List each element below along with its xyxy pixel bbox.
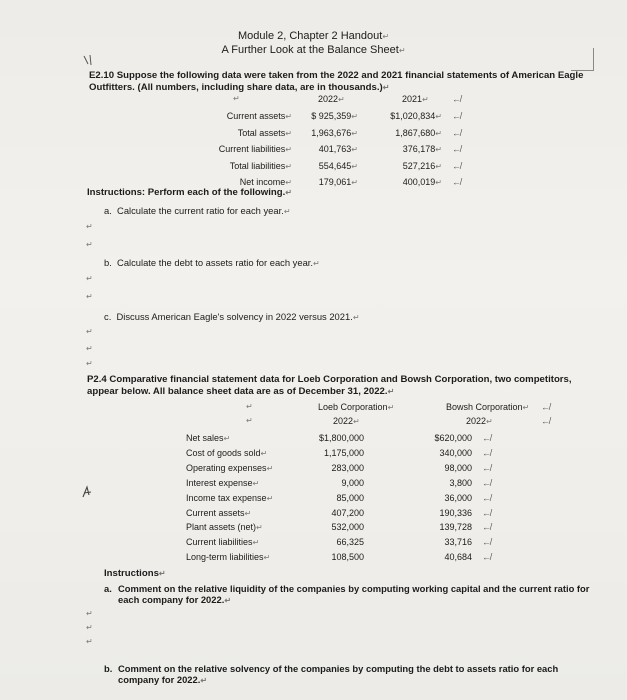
p24-value-bowsh: 36,000	[444, 492, 472, 503]
p24-question-a-marker: a.	[104, 583, 112, 594]
e210-col-2021: 2021↵	[402, 94, 429, 104]
e210-question-c: c. Discuss American Eagle's solvency in 2022 versus 2021.↵	[104, 311, 360, 322]
e210-value-2022: $ 925,359↵	[311, 111, 358, 121]
e210-intro-line2: Outfitters. (All numbers, including share data, are in thousands.)↵	[89, 82, 390, 93]
pilcrow-mark: ↵	[246, 402, 253, 411]
tab-arrow-icon: ↚	[452, 111, 461, 121]
tab-arrow-icon: ↚	[482, 522, 491, 533]
pilcrow-mark: ↵	[86, 623, 93, 632]
e210-value-2021: 400,019↵	[402, 177, 442, 187]
p24-row-label: Current liabilities↵	[186, 537, 260, 548]
e210-col-2022: 2022↵	[318, 94, 345, 104]
p24-value-loeb: 532,000	[331, 522, 364, 533]
p24-row-label: Plant assets (net)↵	[186, 522, 263, 533]
p24-value-bowsh: 98,000	[444, 462, 472, 473]
e210-intro-line1: E2.10 Suppose the following data were taken from the 2022 and 2021 financial statements of American Eagle	[89, 70, 584, 81]
p24-value-bowsh: 340,000	[439, 447, 472, 458]
e210-value-2021: 527,216↵	[402, 160, 442, 171]
pilcrow-mark: ↵	[86, 609, 93, 618]
tab-arrow-icon: ↚	[482, 507, 491, 518]
p24-question-a-line2: each company for 2022.↵	[118, 594, 232, 605]
e210-value-2022: 179,061↵	[318, 177, 358, 187]
pilcrow-mark: ↵	[86, 292, 93, 301]
tab-arrow-icon: ↚	[482, 447, 491, 458]
pilcrow-mark: ↵	[86, 637, 93, 646]
tab-arrow-icon: ↚	[452, 177, 461, 187]
p24-year-loeb: 2022↵	[333, 416, 360, 426]
p24-question-a-line1: Comment on the relative liquidity of the companies by computing working capital and the current ratio for	[118, 583, 590, 594]
p24-question-b-line2: company for 2022.↵	[118, 674, 208, 685]
pilcrow-mark: ↵	[86, 359, 93, 368]
p24-year-bowsh: 2022↵	[466, 416, 493, 426]
pilcrow-mark: ↵	[86, 274, 93, 283]
page-corner-mark	[571, 48, 594, 71]
tab-arrow-icon: ↚	[541, 416, 550, 426]
e210-question-a: a. Calculate the current ratio for each year.↵	[104, 205, 291, 216]
pen-mark-icon	[82, 54, 96, 66]
p24-value-loeb: 283,000	[331, 462, 364, 473]
p24-value-loeb: 1,175,000	[323, 447, 364, 458]
p24-value-bowsh: 3,800	[449, 477, 472, 488]
p24-question-b-line1: Comment on the relative solvency of the companies by computing the debt to assets ratio for each	[118, 663, 559, 674]
e210-value-2022: 554,645↵	[318, 160, 358, 171]
pilcrow-mark: ↵	[86, 240, 93, 249]
p24-value-loeb: 85,000	[336, 492, 364, 503]
tab-arrow-icon: ↚	[482, 552, 491, 563]
p24-row-label: Cost of goods sold↵	[186, 447, 268, 458]
pilcrow-mark: ↵	[86, 344, 93, 353]
tab-arrow-icon: ↚	[452, 127, 461, 138]
tab-arrow-icon: ↚	[452, 94, 461, 104]
p24-value-loeb: 108,500	[331, 552, 364, 563]
pilcrow-mark: ↵	[86, 222, 93, 231]
e210-value-2021: $1,020,834↵	[390, 111, 442, 121]
p24-question-b-marker: b.	[104, 663, 113, 674]
e210-question-b: b. Calculate the debt to assets ratio for each year.↵	[104, 257, 320, 268]
p24-value-loeb: 407,200	[331, 507, 364, 518]
tab-arrow-icon: ↚	[452, 144, 461, 154]
e210-value-2022: 401,763↵	[318, 144, 358, 154]
handout-title: Module 2, Chapter 2 Handout↵	[237, 30, 390, 42]
tab-arrow-icon: ↚	[482, 477, 491, 488]
handout-subtitle: A Further Look at the Balance Sheet↵	[221, 44, 406, 56]
e210-value-2022: 1,963,676↵	[311, 127, 358, 138]
pilcrow-mark: ↵	[86, 327, 93, 336]
p24-row-label: Interest expense↵	[186, 477, 260, 488]
e210-row-label: Net income↵	[239, 177, 292, 187]
e210-value-2021: 376,178↵	[402, 144, 442, 154]
p24-instructions: Instructions↵	[104, 568, 166, 579]
p24-value-bowsh: $620,000	[434, 433, 472, 443]
p24-row-label: Operating expenses↵	[186, 462, 274, 473]
p24-intro-line1: P2.4 Comparative financial statement data for Loeb Corporation and Bowsh Corporation, two competitors,	[87, 374, 572, 385]
pilcrow-mark: ↵	[233, 94, 240, 103]
tab-arrow-icon: ↚	[482, 462, 491, 473]
pilcrow-mark: ↵	[246, 416, 253, 425]
tab-arrow-icon: ↚	[482, 492, 491, 503]
p24-intro-line2: appear below. All balance sheet data are as of December 31, 2022.↵	[87, 386, 395, 397]
e210-instructions: Instructions: Perform each of the following.↵	[87, 187, 292, 198]
p24-row-label: Current assets↵	[186, 507, 252, 518]
p24-col-loeb: Loeb Corporation↵	[318, 402, 395, 412]
tab-arrow-icon: ↚	[452, 160, 461, 171]
p24-value-bowsh: 40,684	[444, 552, 472, 563]
p24-value-loeb: 66,325	[336, 537, 364, 548]
p24-col-bowsh: Bowsh Corporation↵	[446, 402, 530, 412]
e210-row-label: Current assets↵	[226, 111, 292, 121]
tab-arrow-icon: ↚	[541, 402, 550, 412]
p24-row-label: Net sales↵	[186, 433, 231, 443]
e210-row-label: Current liabilities↵	[218, 144, 292, 154]
p24-value-bowsh: 190,336	[439, 507, 472, 518]
p24-row-label: Long-term liabilities↵	[186, 552, 271, 563]
e210-row-label: Total liabilities↵	[229, 160, 292, 171]
e210-value-2021: 1,867,680↵	[395, 127, 442, 138]
p24-value-loeb: $1,800,000	[318, 433, 364, 443]
p24-row-label: Income tax expense↵	[186, 492, 274, 503]
tab-arrow-icon: ↚	[482, 537, 491, 548]
handwritten-mark-icon	[80, 485, 94, 499]
p24-value-bowsh: 139,728	[439, 522, 472, 533]
p24-value-loeb: 9,000	[341, 477, 364, 488]
tab-arrow-icon: ↚	[482, 433, 491, 443]
p24-value-bowsh: 33,716	[444, 537, 472, 548]
e210-row-label: Total assets↵	[237, 127, 292, 138]
